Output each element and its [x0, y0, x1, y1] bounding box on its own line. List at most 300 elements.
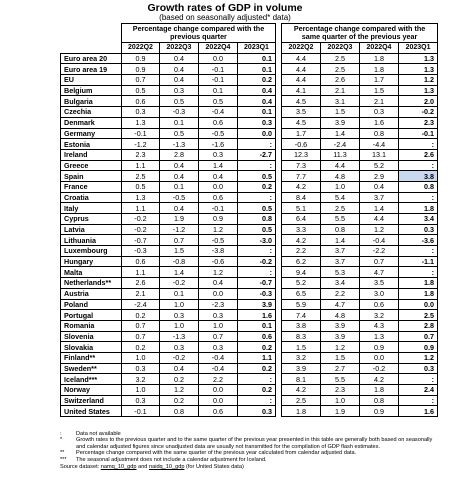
- qoq-cell: 0.1: [160, 181, 199, 192]
- yoy-cell: 1.5: [360, 85, 399, 96]
- qoq-cell: 0.1: [238, 64, 276, 75]
- qoq-cell: 0.2: [238, 75, 276, 86]
- qoq-cell: -3.8: [199, 246, 238, 257]
- qoq-cell: -0.4: [199, 363, 238, 374]
- country-cell: Cyprus: [61, 214, 122, 225]
- qoq-cell: 0.3: [122, 363, 160, 374]
- qoq-cell: 3.9: [238, 299, 276, 310]
- yoy-cell: 0.8: [360, 395, 399, 406]
- yoy-cell: 3.7: [321, 246, 360, 257]
- yoy-cell: 2.5: [399, 310, 438, 321]
- yoy-cell: 0.3: [360, 107, 399, 118]
- qoq-cell: -0.1: [199, 75, 238, 86]
- table-row: [61, 288, 438, 299]
- table-row: [61, 363, 438, 374]
- qoq-cell: 0.3: [122, 107, 160, 118]
- yoy-cell: 4.7: [360, 267, 399, 278]
- qoq-cell: -1.3: [160, 331, 199, 342]
- yoy-cell: 1.8: [360, 53, 399, 64]
- table-row: [61, 107, 438, 118]
- page-subtitle: (based on seasonally adjusted* data): [159, 13, 291, 22]
- qoq-cell: 0.5: [160, 128, 199, 139]
- yoy-cell: 1.5: [321, 352, 360, 363]
- source-and: and: [136, 464, 149, 471]
- page-title: Growth rates of GDP in volume: [147, 2, 303, 14]
- qoq-cell: 0.1: [238, 107, 276, 118]
- qoq-cell: -1.2: [160, 224, 199, 235]
- country-cell: Norway: [61, 385, 122, 396]
- qoq-cell: -0.2: [160, 352, 199, 363]
- qoq-cell: 2.3: [122, 149, 160, 160]
- qoq-cell: -0.3: [122, 246, 160, 257]
- qoq-cell: -0.2: [122, 224, 160, 235]
- qoq-cell: :: [238, 246, 276, 257]
- yoy-cell: 0.4: [360, 181, 399, 192]
- yoy-cell: :: [399, 160, 438, 171]
- country-cell: Croatia: [61, 192, 122, 203]
- yoy-cell: 4.2: [360, 374, 399, 385]
- qoq-cell: :: [238, 139, 276, 150]
- country-cell: Lithuania: [61, 235, 122, 246]
- yoy-cell: 3.9: [321, 320, 360, 331]
- yoy-cell: :: [399, 374, 438, 385]
- yoy-cell: 2.8: [399, 320, 438, 331]
- table-row: [61, 395, 438, 406]
- yoy-cell: 0.9: [360, 342, 399, 353]
- country-cell: Hungary: [61, 256, 122, 267]
- country-cell: Greece: [61, 160, 122, 171]
- country-cell: Estonia: [61, 139, 122, 150]
- yoy-cell: 1.2: [321, 342, 360, 353]
- quarter-header: 2023Q1: [399, 43, 438, 54]
- country-cell: Malta: [61, 267, 122, 278]
- table-row: [61, 128, 438, 139]
- yoy-cell: 3.7: [360, 192, 399, 203]
- qoq-cell: 0.1: [238, 53, 276, 64]
- table-row: [61, 278, 438, 289]
- qoq-cell: -0.2: [238, 256, 276, 267]
- qoq-cell: 1.0: [199, 320, 238, 331]
- yoy-cell: 6.2: [282, 256, 321, 267]
- qoq-cell: 1.4: [160, 267, 199, 278]
- yoy-cell: 2.2: [282, 246, 321, 257]
- qoq-cell: 3.2: [122, 374, 160, 385]
- country-cell: Slovakia: [61, 342, 122, 353]
- qoq-cell: 0.4: [199, 278, 238, 289]
- qoq-cell: 0.0: [199, 395, 238, 406]
- qoq-cell: 1.1: [122, 160, 160, 171]
- yoy-cell: 3.8: [399, 171, 438, 182]
- yoy-cell: 5.3: [321, 267, 360, 278]
- yoy-cell: 1.0: [321, 181, 360, 192]
- gdp-table: [60, 23, 438, 417]
- yoy-cell: 2.9: [360, 171, 399, 182]
- table-row: [61, 214, 438, 225]
- qoq-cell: 0.4: [160, 53, 199, 64]
- yoy-cell: 3.4: [321, 278, 360, 289]
- yoy-cell: 5.2: [282, 278, 321, 289]
- yoy-cell: 5.4: [321, 192, 360, 203]
- yoy-cell: 3.9: [321, 117, 360, 128]
- yoy-cell: 5.5: [321, 214, 360, 225]
- yoy-cell: -2.4: [321, 139, 360, 150]
- qoq-cell: -0.1: [122, 128, 160, 139]
- qoq-cell: 1.4: [199, 160, 238, 171]
- header-group-row: [61, 24, 438, 43]
- yoy-cell: 8.1: [282, 374, 321, 385]
- yoy-cell: 1.5: [321, 107, 360, 118]
- header-same-quarter: Percentage change compared with the same quarter of the previous year: [282, 24, 438, 43]
- table-row: [61, 385, 438, 396]
- qoq-cell: 0.2: [160, 395, 199, 406]
- yoy-cell: -0.2: [360, 363, 399, 374]
- yoy-cell: 6.4: [282, 214, 321, 225]
- country-cell: Romania: [61, 320, 122, 331]
- footnote-mark: *: [60, 437, 63, 444]
- qoq-cell: -3.0: [238, 235, 276, 246]
- qoq-cell: 1.5: [160, 246, 199, 257]
- yoy-cell: 2.2: [321, 288, 360, 299]
- yoy-cell: 5.2: [360, 160, 399, 171]
- table-row: [61, 139, 438, 150]
- table-row: [61, 235, 438, 246]
- qoq-cell: 0.2: [238, 342, 276, 353]
- yoy-cell: 3.9: [282, 363, 321, 374]
- table-row: [61, 181, 438, 192]
- yoy-cell: 1.2: [360, 224, 399, 235]
- qoq-cell: 1.9: [160, 214, 199, 225]
- yoy-cell: 7.4: [282, 310, 321, 321]
- qoq-cell: -2.4: [122, 299, 160, 310]
- footnote-text: Data not available: [76, 431, 121, 437]
- qoq-cell: -0.1: [199, 64, 238, 75]
- header-prev-quarter: Percentage change compared with the previous quarter: [122, 24, 276, 43]
- yoy-cell: 0.7: [399, 331, 438, 342]
- table-row: [61, 331, 438, 342]
- yoy-cell: 1.5: [282, 342, 321, 353]
- qoq-cell: -0.4: [199, 352, 238, 363]
- qoq-cell: -0.6: [199, 256, 238, 267]
- qoq-cell: 0.9: [122, 53, 160, 64]
- qoq-cell: 0.5: [238, 171, 276, 182]
- yoy-cell: 1.8: [282, 406, 321, 417]
- country-cell: Czechia: [61, 107, 122, 118]
- qoq-cell: -0.2: [160, 278, 199, 289]
- yoy-cell: 3.8: [282, 320, 321, 331]
- qoq-cell: 0.1: [160, 288, 199, 299]
- table-row: [61, 53, 438, 64]
- yoy-cell: 1.3: [360, 331, 399, 342]
- yoy-cell: -1.1: [399, 256, 438, 267]
- qoq-cell: 0.2: [160, 374, 199, 385]
- qoq-cell: 1.3: [122, 117, 160, 128]
- yoy-cell: 2.3: [399, 117, 438, 128]
- qoq-cell: 2.2: [199, 374, 238, 385]
- yoy-cell: 4.7: [321, 299, 360, 310]
- yoy-cell: 8.3: [282, 331, 321, 342]
- qoq-cell: 0.4: [160, 75, 199, 86]
- source-line: [60, 464, 440, 470]
- qoq-cell: 0.8: [238, 214, 276, 225]
- yoy-cell: 0.0: [399, 299, 438, 310]
- qoq-cell: 0.3: [160, 85, 199, 96]
- qoq-cell: -0.4: [199, 107, 238, 118]
- country-cell: Spain: [61, 171, 122, 182]
- yoy-cell: 0.8: [321, 224, 360, 235]
- yoy-cell: 4.5: [282, 96, 321, 107]
- table-row: [61, 192, 438, 203]
- table-row: [61, 342, 438, 353]
- qoq-cell: 0.0: [199, 288, 238, 299]
- yoy-cell: 2.1: [360, 96, 399, 107]
- table-row: [61, 75, 438, 86]
- qoq-cell: 0.2: [122, 342, 160, 353]
- source-link-naidq[interactable]: naidq_10_gdp: [148, 464, 185, 471]
- country-cell: EU: [61, 75, 122, 86]
- country-cell: Switzerland: [61, 395, 122, 406]
- qoq-cell: -1.3: [160, 139, 199, 150]
- yoy-cell: 1.8: [360, 64, 399, 75]
- table-row: [61, 224, 438, 235]
- yoy-cell: 0.9: [360, 406, 399, 417]
- qoq-cell: 0.6: [199, 117, 238, 128]
- yoy-cell: 3.2: [360, 310, 399, 321]
- qoq-cell: 0.5: [122, 181, 160, 192]
- yoy-cell: 4.4: [282, 53, 321, 64]
- qoq-cell: -0.8: [160, 256, 199, 267]
- qoq-cell: -1.6: [199, 139, 238, 150]
- qoq-cell: 0.4: [160, 160, 199, 171]
- qoq-cell: 0.5: [199, 96, 238, 107]
- yoy-cell: 3.1: [321, 96, 360, 107]
- yoy-cell: 4.2: [282, 385, 321, 396]
- yoy-cell: 12.3: [282, 149, 321, 160]
- yoy-cell: 4.4: [360, 214, 399, 225]
- table-row: [61, 352, 438, 363]
- yoy-cell: :: [399, 192, 438, 203]
- yoy-cell: 13.1: [360, 149, 399, 160]
- yoy-cell: -0.4: [360, 235, 399, 246]
- yoy-cell: 1.6: [399, 406, 438, 417]
- qoq-cell: 1.0: [160, 320, 199, 331]
- qoq-cell: -0.1: [199, 203, 238, 214]
- qoq-cell: 0.5: [122, 85, 160, 96]
- qoq-cell: 0.4: [160, 171, 199, 182]
- quarter-spacer: [61, 43, 122, 54]
- yoy-cell: 3.5: [360, 278, 399, 289]
- qoq-cell: :: [238, 267, 276, 278]
- qoq-cell: 0.4: [160, 203, 199, 214]
- qoq-cell: 0.5: [238, 224, 276, 235]
- country-cell: Portugal: [61, 310, 122, 321]
- qoq-cell: 0.3: [122, 395, 160, 406]
- qoq-cell: -0.3: [160, 107, 199, 118]
- table-row: [61, 246, 438, 257]
- qoq-cell: 0.9: [122, 64, 160, 75]
- yoy-cell: -3.6: [399, 235, 438, 246]
- yoy-cell: 2.0: [399, 96, 438, 107]
- yoy-cell: 2.7: [321, 363, 360, 374]
- quarter-header: 2022Q2: [122, 43, 160, 54]
- qoq-cell: 0.5: [160, 96, 199, 107]
- qoq-cell: 1.2: [160, 385, 199, 396]
- country-cell: Iceland***: [61, 374, 122, 385]
- table-row: [61, 406, 438, 417]
- yoy-cell: 0.0: [360, 352, 399, 363]
- yoy-cell: 3.4: [399, 214, 438, 225]
- yoy-cell: :: [399, 267, 438, 278]
- country-cell: Netherlands**: [61, 278, 122, 289]
- yoy-cell: 1.8: [360, 385, 399, 396]
- qoq-cell: 0.2: [238, 363, 276, 374]
- source-suffix: (for United States data): [184, 464, 244, 471]
- qoq-cell: 2.8: [160, 149, 199, 160]
- qoq-cell: -0.5: [199, 128, 238, 139]
- country-cell: Sweden**: [61, 363, 122, 374]
- yoy-cell: 1.8: [399, 278, 438, 289]
- qoq-cell: 1.6: [238, 310, 276, 321]
- qoq-cell: 2.5: [122, 171, 160, 182]
- yoy-cell: 4.3: [360, 320, 399, 331]
- yoy-cell: 11.3: [321, 149, 360, 160]
- qoq-cell: 0.4: [160, 363, 199, 374]
- qoq-cell: :: [238, 192, 276, 203]
- yoy-cell: 3.5: [282, 107, 321, 118]
- qoq-cell: :: [238, 374, 276, 385]
- gdp-table-body: [61, 53, 438, 416]
- table-row: [61, 85, 438, 96]
- country-cell: Finland**: [61, 352, 122, 363]
- yoy-cell: 1.3: [399, 53, 438, 64]
- qoq-cell: 0.3: [199, 342, 238, 353]
- country-cell: Poland: [61, 299, 122, 310]
- yoy-cell: 1.0: [321, 395, 360, 406]
- yoy-cell: -0.1: [399, 128, 438, 139]
- yoy-cell: :: [399, 139, 438, 150]
- qoq-cell: 0.3: [160, 342, 199, 353]
- table-row: [61, 203, 438, 214]
- yoy-cell: 0.6: [360, 299, 399, 310]
- yoy-cell: 1.2: [399, 352, 438, 363]
- country-cell: Slovenia: [61, 331, 122, 342]
- yoy-cell: 6.5: [282, 288, 321, 299]
- yoy-cell: 4.4: [282, 75, 321, 86]
- yoy-cell: :: [399, 246, 438, 257]
- qoq-cell: 0.7: [122, 331, 160, 342]
- yoy-cell: 2.6: [321, 75, 360, 86]
- yoy-cell: 4.8: [321, 310, 360, 321]
- footnote-text: Percentage change compared with the same quarter of the previous year calculated from calendar adjusted data.: [76, 450, 357, 457]
- qoq-cell: 1.1: [122, 267, 160, 278]
- qoq-cell: -0.5: [199, 235, 238, 246]
- yoy-cell: 2.6: [399, 149, 438, 160]
- qoq-cell: 1.0: [122, 385, 160, 396]
- yoy-cell: 1.8: [399, 203, 438, 214]
- quarter-header: 2022Q3: [321, 43, 360, 54]
- yoy-cell: 4.5: [282, 117, 321, 128]
- footnote-text: Growth rates to the previous quarter and to the same quarter of the previous year presented in this table are generally both based on seasonally and calendar adjusted figures since unadjusted data are usually not transmitted for the compilation of GDP flash estimates.: [76, 437, 433, 450]
- qoq-cell: 0.8: [160, 406, 199, 417]
- yoy-cell: 3.3: [282, 224, 321, 235]
- quarter-header: 2022Q4: [360, 43, 399, 54]
- table-row: [61, 64, 438, 75]
- qoq-cell: 0.3: [199, 310, 238, 321]
- qoq-cell: 0.1: [160, 117, 199, 128]
- country-cell: United States: [61, 406, 122, 417]
- yoy-cell: 7.3: [282, 160, 321, 171]
- country-cell: Germany: [61, 128, 122, 139]
- table-row: [61, 171, 438, 182]
- yoy-cell: 1.3: [399, 64, 438, 75]
- country-cell: Italy: [61, 203, 122, 214]
- qoq-cell: 2.1: [122, 288, 160, 299]
- yoy-cell: 4.8: [321, 171, 360, 182]
- yoy-cell: 7.7: [282, 171, 321, 182]
- yoy-cell: 1.4: [321, 235, 360, 246]
- yoy-cell: 1.7: [360, 75, 399, 86]
- table-row: [61, 96, 438, 107]
- yoy-cell: 4.1: [282, 85, 321, 96]
- qoq-cell: 0.0: [199, 181, 238, 192]
- qoq-cell: -0.2: [122, 214, 160, 225]
- table-row: [61, 149, 438, 160]
- qoq-cell: 0.6: [238, 331, 276, 342]
- yoy-cell: 1.4: [321, 128, 360, 139]
- qoq-cell: 0.7: [122, 75, 160, 86]
- yoy-cell: 0.7: [360, 256, 399, 267]
- yoy-cell: 2.1: [321, 85, 360, 96]
- table-row: [61, 299, 438, 310]
- country-cell: Luxembourg: [61, 246, 122, 257]
- country-cell: Latvia: [61, 224, 122, 235]
- qoq-cell: 1.0: [122, 352, 160, 363]
- table-row: [61, 160, 438, 171]
- quarter-header: 2022Q3: [160, 43, 199, 54]
- table-row: [61, 256, 438, 267]
- yoy-cell: 0.9: [399, 342, 438, 353]
- yoy-cell: 2.5: [321, 64, 360, 75]
- source-link-namq[interactable]: namq_10_gdp: [100, 464, 137, 471]
- qoq-cell: 0.0: [199, 385, 238, 396]
- yoy-cell: 1.2: [399, 75, 438, 86]
- yoy-cell: 9.4: [282, 267, 321, 278]
- qoq-cell: 0.6: [199, 192, 238, 203]
- qoq-cell: 1.1: [238, 352, 276, 363]
- yoy-cell: 5.5: [321, 374, 360, 385]
- qoq-cell: 0.6: [122, 96, 160, 107]
- qoq-cell: 0.6: [122, 256, 160, 267]
- table-row: [61, 320, 438, 331]
- qoq-cell: 0.4: [238, 96, 276, 107]
- qoq-cell: 0.2: [238, 181, 276, 192]
- yoy-cell: -0.2: [399, 107, 438, 118]
- country-cell: Denmark: [61, 117, 122, 128]
- qoq-cell: 0.6: [199, 406, 238, 417]
- yoy-cell: 2.5: [282, 395, 321, 406]
- yoy-cell: 4.4: [321, 160, 360, 171]
- country-cell: Euro area 19: [61, 64, 122, 75]
- footnote-mark: **: [60, 450, 65, 457]
- qoq-cell: -1.2: [122, 139, 160, 150]
- qoq-cell: 0.2: [122, 310, 160, 321]
- yoy-cell: :: [399, 395, 438, 406]
- qoq-cell: :: [238, 160, 276, 171]
- yoy-cell: 0.8: [399, 181, 438, 192]
- qoq-cell: 0.2: [238, 385, 276, 396]
- yoy-cell: 3.7: [321, 256, 360, 267]
- country-cell: France: [61, 181, 122, 192]
- qoq-cell: -2.7: [238, 149, 276, 160]
